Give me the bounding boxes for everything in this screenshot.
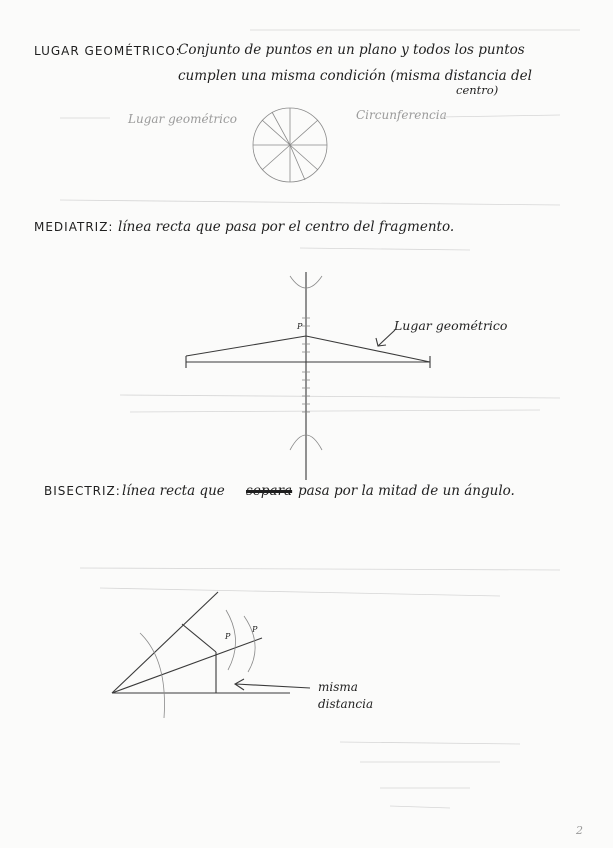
definition-line-1: Conjunto de puntos en un plano y todos los puntos — [178, 42, 525, 58]
bisectriz-point-label: P — [225, 632, 231, 641]
circle-locus-figure — [253, 108, 327, 182]
bisectriz-definition-start: línea recta que — [122, 483, 225, 499]
angle-side-upper — [112, 592, 218, 693]
bisectriz-figure — [112, 592, 310, 718]
label-arrow — [378, 330, 395, 346]
mediatriz-definition: línea recta que pasa por el centro del fragmento. — [118, 219, 455, 235]
bisectriz-label-line-1: misma — [318, 680, 358, 694]
bisectriz-point-label-2: P — [252, 625, 258, 634]
mediatriz-diagram-label: Lugar geométrico — [394, 318, 508, 333]
bisectriz-label-line-2: distancia — [318, 697, 374, 711]
bisectriz-struck-word: separa — [246, 483, 293, 499]
definition-line-3: centro) — [456, 83, 499, 97]
bleed-through-marks — [60, 30, 580, 808]
angle-bisector-line — [112, 638, 262, 693]
equal-distance-line-right — [306, 336, 430, 362]
page-number: 2 — [576, 824, 583, 837]
faint-label-circunferencia: Circunferencia — [356, 108, 447, 122]
faint-label-lugar-geometrico: Lugar geométrico — [128, 112, 237, 126]
heading-bisectriz: BISECTRIZ: — [44, 484, 121, 498]
mediatriz-figure — [186, 272, 430, 480]
heading-mediatriz: MEDIATRIZ: — [34, 220, 114, 234]
mediatriz-point-label: P — [297, 322, 303, 331]
equal-distance-line-left — [186, 336, 306, 356]
perpendicular-to-upper-side — [182, 624, 216, 652]
bisectriz-definition-end: pasa por la mitad de un ángulo. — [298, 483, 515, 499]
heading-lugar-geometrico: LUGAR GEOMÉTRICO: — [34, 44, 181, 58]
label-arrow — [236, 684, 310, 688]
definition-line-2: cumplen una misma condición (misma distancia del — [178, 68, 532, 84]
